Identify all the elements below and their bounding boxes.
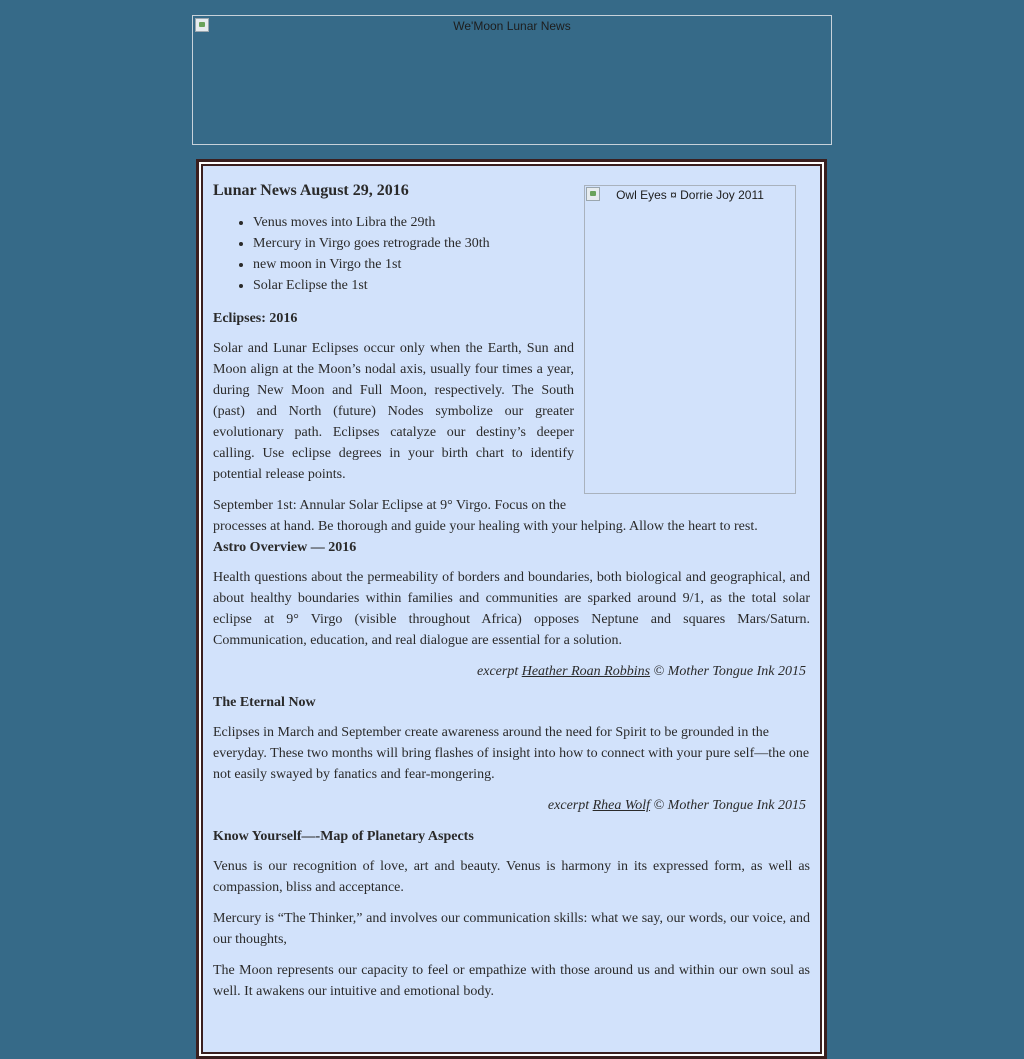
moon-paragraph: The Moon represents our capacity to feel or empathize with those around us and within our own soul as well. It awakens our intuitive and emotional body. [213,963,810,999]
article-frame [196,159,827,1059]
eclipse-date-paragraph: September 1st: Annular Solar Eclipse at 9° Virgo. Focus on the processes at hand. Be thorough and guide your healing with your helping. Allow the heart to rest. [213,498,758,534]
owl-eyes-image [584,185,796,494]
eternal-now-paragraph: Eclipses in March and September create awareness around the need for Spirit to be grounded in the everyday. These two months will bring flashes of insight into how to connect with your pure self—the one not easily swayed by fanatics and fear-mongering. [213,725,810,782]
eclipses-paragraph: Solar and Lunar Eclipses occur only when the Earth, Sun and Moon align at the Moon’s nodal axis, usually four times a year, during New Moon and Full Moon, respectively. The South (past) and North (future) Nodes symbolize our greater evolutionary path. Eclipses catalyze our destiny’s deeper calling. Use eclipse degrees in your birth chart to identify potential release points. [213,341,574,482]
author-link-rhea-wolf[interactable]: Rhea Wolf [592,798,651,813]
list-item: • Solar Eclipse the 1st [253,275,810,296]
astro-overview-heading: Astro Overview — 2016 [213,540,357,555]
page-title: Lunar News August 29, 2016 [213,182,409,199]
credit-prefix: excerpt [477,664,519,679]
credit-copyright: © Mother Tongue Ink 2015 [653,798,806,813]
image-alt-text: Owl Eyes ¤ Dorrie Joy 2011 [616,188,764,202]
list-item: • Venus moves into Libra the 29th [253,212,810,233]
eclipses-heading: Eclipses: 2016 [213,311,298,326]
eternal-credit [213,795,806,816]
astro-credit [213,661,806,682]
venus-paragraph: Venus is our recognition of love, art and beauty. Venus is harmony in its expressed form, as well as compassion, bliss and acceptance. [213,859,810,895]
eternal-now-heading: The Eternal Now [213,695,316,710]
banner-alt-text: We'Moon Lunar News [453,19,571,33]
astro-overview-paragraph: Health questions about the permeability of borders and boundaries, both biological and geographical, and about healthy boundaries within families and communities are sparked around 9/1, as the total solar eclipse at 9° Virgo (visible throughout Africa) opposes Neptune and squares Mars/Saturn. Communication, education, and real dialogue are essential for a solution. [213,570,810,648]
list-item: • new moon in Virgo the 1st [253,254,810,275]
mercury-paragraph: Mercury is “The Thinker,” and involves our communication skills: what we say, our words, our voice, and our thoughts, [213,911,810,947]
list-item: • Mercury in Virgo goes retrograde the 30th [253,233,810,254]
credit-copyright: © Mother Tongue Ink 2015 [653,664,806,679]
credit-prefix: excerpt [547,798,590,813]
author-link-heather-roan-robbins[interactable]: Heather Roan Robbins [521,664,651,679]
banner-image [192,15,832,145]
article-content [203,166,820,1052]
know-yourself-heading: Know Yourself—-Map of Planetary Aspects [213,829,474,844]
